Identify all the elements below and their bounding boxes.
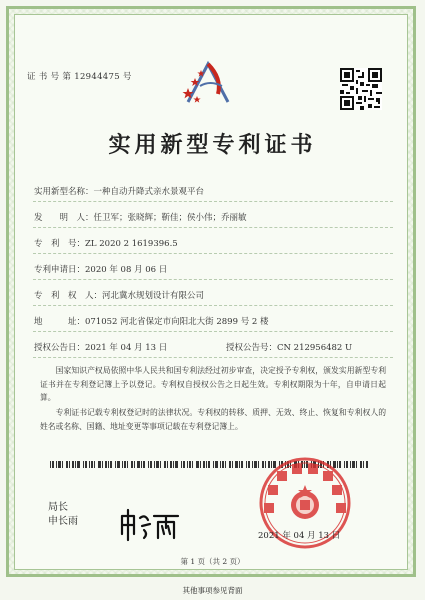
signatory-name: 申长雨: [48, 516, 78, 527]
address: [34, 315, 269, 327]
back-page-note: 其他事项参见背面: [182, 586, 243, 595]
inventors: [34, 211, 247, 223]
field-label: 授权公告日：: [34, 343, 86, 353]
patentee: [34, 289, 204, 301]
field-label: 专 利 权 人：: [34, 291, 103, 301]
certificate-title: 实用新型专利证书: [108, 132, 317, 158]
application-date: [34, 263, 167, 275]
patent-number: [34, 237, 178, 249]
utility-model-name: [34, 185, 204, 197]
field-value: 任卫军；张晓辉；靳佳；侯小伟；乔丽敏: [93, 213, 247, 223]
field-value: 一种自动升降式亲水景观平台: [93, 187, 205, 197]
page-number: 第 1 页（共 2 页）: [180, 557, 245, 566]
field-label: 专 利 号：: [34, 239, 86, 249]
legal-status-note: 专利证书记载专利权登记时的法律状况。专利权的转移、质押、无效、终止、恢复和专利权人的姓名或名称、国籍、地址变更等事项记载在专利登记簿上。: [40, 408, 386, 431]
field-label: 实用新型名称：: [34, 187, 94, 197]
field-value: 071052 河北省保定市向阳北大街 2899 号 2 楼: [85, 317, 269, 327]
divider: [33, 357, 393, 358]
field-value: ZL 2020 2 1619396.5: [85, 239, 178, 249]
field-value: 2020 年 08 月 06 日: [85, 265, 168, 275]
grant-date: [34, 341, 167, 353]
seal-date: 2021 年 04 月 13 日: [258, 531, 341, 541]
certificate-number: [27, 70, 132, 82]
divider: [33, 331, 393, 332]
divider: [33, 253, 393, 254]
signature-title: 局长: [48, 502, 68, 513]
certificate-number-label: 证 书 号 第: [27, 72, 72, 82]
grant-statement: 国家知识产权局依照中华人民共和国专利法经过初步审查，决定授予专利权，颁发实用新型专利证书并在专利登记簿上予以登记。专利权自授权公告之日起生效。专利权期限为十年，自申请日起算。: [40, 366, 386, 402]
field-label: 授权公告号：: [226, 343, 278, 353]
certificate-number-suffix: 号: [122, 72, 132, 82]
field-value: 2021 年 04 月 13 日: [85, 343, 168, 353]
divider: [33, 279, 393, 280]
field-label: 地 址：: [34, 317, 86, 327]
divider: [33, 201, 393, 202]
field-value: 河北冀水规划设计有限公司: [102, 291, 205, 301]
field-value: CN 212956482 U: [277, 343, 353, 353]
field-label: 专利申请日：: [34, 265, 86, 275]
cnipa-emblem-logo: [178, 58, 238, 110]
divider: [33, 227, 393, 228]
divider: [33, 305, 393, 306]
certificate-number-value: 12944475: [74, 72, 120, 82]
field-label: 发 明 人：: [34, 213, 94, 223]
handwritten-signature: [118, 508, 180, 542]
qr-code-icon: [340, 68, 382, 110]
grant-publication-number: [226, 341, 352, 353]
